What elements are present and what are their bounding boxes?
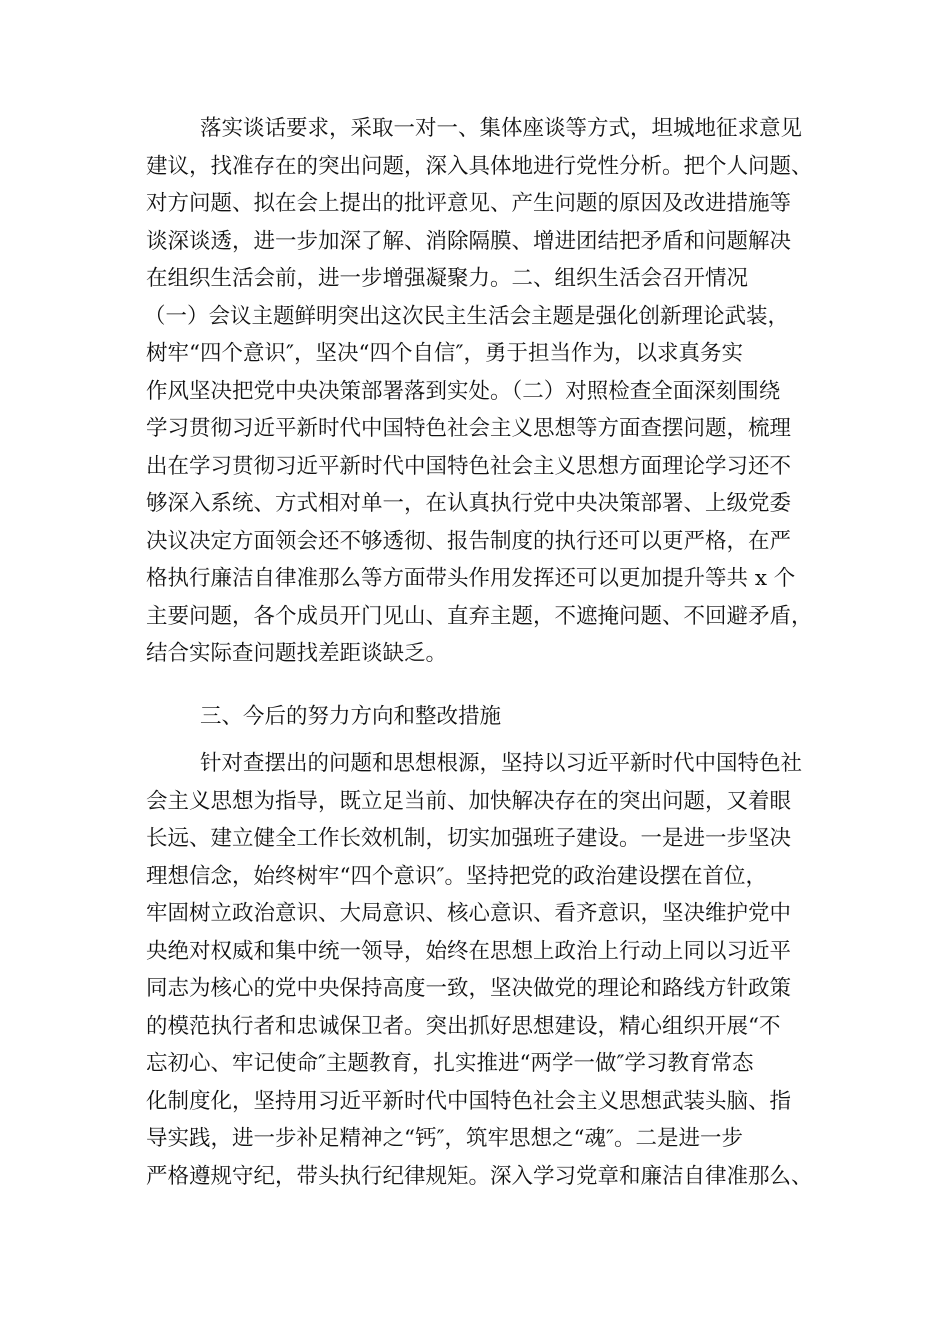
paragraph-line: 落实谈话要求，采取一对一、集体座谈等方式，坦城地征求意见 [200, 116, 803, 141]
paragraph-line: 导实践，进一步补足精神之“钙″，筑牢思想之“魂″。二是进一步 [146, 1126, 744, 1151]
paragraph-line: 决议决定方面领会还不够透彻、报告制度的执行还可以更严格，在严 [146, 529, 792, 554]
paragraph-line: （一）会议主题鲜明突出这次民主生活会主题是强化创新理论武装， [144, 304, 790, 329]
paragraph-line: 格执行廉洁自律准那么等方面带头作用发挥还可以更加提升等共 x 个 [146, 566, 796, 591]
paragraph-line: 会主义思想为指导，既立足当前、加快解决存在的突出问题，又着眼 [146, 789, 792, 814]
paragraph-line: 长远、建立健全工作长效机制，切实加强班子建设。一是进一步坚决 [146, 826, 792, 851]
paragraph-line: 主要问题，各个成员开门见山、直弃主题，不遮掩问题、不回避矛盾， [146, 604, 813, 629]
paragraph-line: 在组织生活会前，进一步增强凝聚力。二、组织生活会召开情况 [146, 266, 749, 291]
paragraph-line: 理想信念，始终树牢“四个意识″。坚持把党的政治建设摆在首位， [146, 864, 768, 889]
paragraph-line: 出在学习贯彻习近平新时代中国特色社会主义思想方面理论学习还不 [146, 454, 792, 479]
paragraph-line: 同志为核心的党中央保持高度一致，坚决做党的理论和路线方针政策 [146, 976, 792, 1001]
paragraph-line: 结合实际查问题找差距谈缺乏。 [146, 641, 448, 666]
paragraph-line: 央绝对权威和集中统一领导，始终在思想上政治上行动上同以习近平 [146, 939, 792, 964]
paragraph-line: 学习贯彻习近平新时代中国特色社会主义思想等方面查摆问题，梳理 [146, 416, 792, 441]
paragraph-line: 忘初心、牢记使命″主题教育，扎实推进“两学一做″学习教育常态 [146, 1051, 754, 1076]
paragraph-line: 树牢“四个意识″，坚决“四个自信″，勇于担当作为，以求真务实 [146, 341, 744, 366]
paragraph-line: 严格遵规守纪，带头执行纪律规矩。深入学习党章和廉洁自律准那么、 [146, 1164, 813, 1189]
paragraph-line: 牢固树立政治意识、大局意识、核心意识、看齐意识，坚决维护党中 [146, 901, 792, 926]
paragraph-line: 对方问题、拟在会上提出的批评意见、产生问题的原因及改进措施等 [146, 191, 792, 216]
paragraph-line: 谈深谈透，进一步加深了解、消除隔膜、增进团结把矛盾和问题解决 [146, 229, 792, 254]
paragraph-line: 作风坚决把党中央决策部署落到实处。（二）对照检查全面深刻围绕 [146, 379, 781, 404]
paragraph-line: 的模范执行者和忠诚保卫者。突出抓好思想建设，精心组织开展“不 [146, 1014, 781, 1039]
paragraph-line: 够深入系统、方式相对单一，在认真执行党中央决策部署、上级党委 [146, 491, 792, 516]
section-heading: 三、今后的努力方向和整改措施 [200, 704, 502, 729]
paragraph-line: 针对查摆出的问题和思想根源，坚持以习近平新时代中国特色社 [200, 751, 803, 776]
paragraph-line: 化制度化，坚持用习近平新时代中国特色社会主义思想武装头脑、指 [146, 1089, 792, 1114]
paragraph-line: 建议，找准存在的突出问题，深入具体地进行党性分析。把个人问题、 [146, 154, 813, 179]
